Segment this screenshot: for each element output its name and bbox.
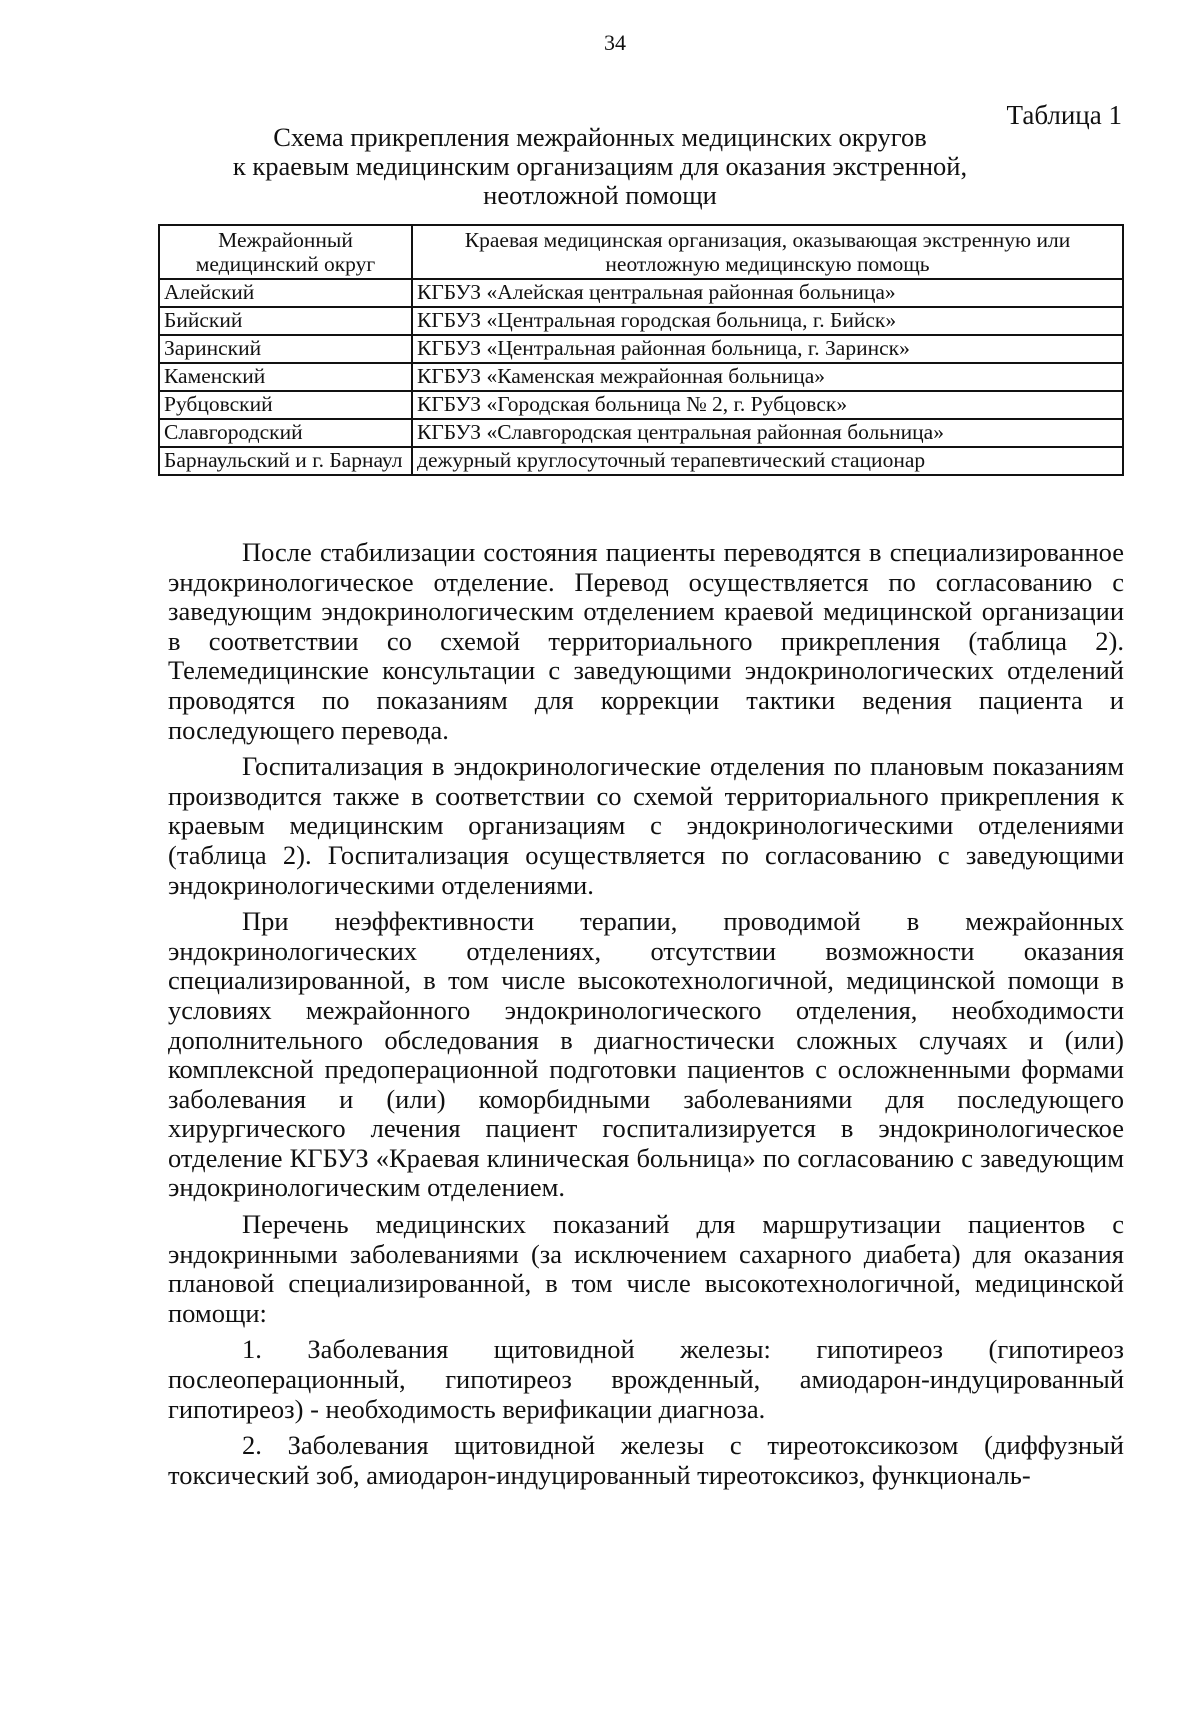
paragraph: Перечень медицинских показаний для маршрутизации пациентов с эндокринными заболеваниями (за исключением сахарного диабета) для оказания плановой специализированной, в том числе высокотехнологичной, медицинской помощи: [168,1209,1124,1328]
table-title-line: неотложной помощи [483,180,717,210]
district-cell: Заринский [159,335,412,363]
table-row [159,419,1123,447]
organization-cell: КГБУЗ «Центральная районная больница, г. Заринск» [412,335,1123,363]
table-row [159,279,1123,307]
table-row [159,447,1123,475]
table-title [160,123,1040,210]
paragraph: При неэффективности терапии, проводимой в межрайонных эндокринологических отделениях, отсутствии возможности оказания специализированной, в том числе высокотехнологичной, медицинской помощи в условиях межрайонного эндокринологического отделения, необходимости дополнительного обследования в диагностически сложных случаях и (или) комплексной предоперационной подготовки пациентов с осложненными формами заболевания и (или) коморбидными заболеваниями для последующего хирургического лечения пациент госпитализируется в эндокринологическое отделение КГБУЗ «Краевая клиническая больница» по согласованию с заведующим эндокринологическим отделением. [168,906,1124,1203]
table-title-line: Схема прикрепления межрайонных медицинских округов [273,122,927,152]
organization-cell: КГБУЗ «Центральная городская больница, г. Бийск» [412,307,1123,335]
organization-cell: КГБУЗ «Алейская центральная районная больница» [412,279,1123,307]
list-item: 1. Заболевания щитовидной железы: гипотиреоз (гипотиреоз послеоперационный, гипотиреоз врожденный, амиодарон-индуцированный гипотиреоз) - необходимость верификации диагноза. [168,1334,1124,1424]
district-cell: Рубцовский [159,391,412,419]
organization-cell: дежурный круглосуточный терапевтический стационар [412,447,1123,475]
body-text [168,538,1124,1497]
table-row [159,307,1123,335]
organization-cell: КГБУЗ «Славгородская центральная районная больница» [412,419,1123,447]
page-number: 34 [604,30,626,55]
header-district: Межрайонный медицинский округ [159,225,412,279]
district-cell: Славгородский [159,419,412,447]
table-row [159,363,1123,391]
table-row [159,335,1123,363]
list-item: 2. Заболевания щитовидной железы с тиреотоксикозом (диффузный токсический зоб, амиодарон-индуцированный тиреотоксикоз, функциональ- [168,1430,1124,1490]
paragraph: После стабилизации состояния пациенты переводятся в специализированное эндокринологическое отделение. Перевод осуществляется по согласованию с заведующим эндокринологическим отделением краевой медицинской организации в соответствии со схемой территориального прикрепления (таблица 2). Телемедицинские консультации с заведующими эндокринологических отделений проводятся по показаниям для коррекции тактики ведения пациента и последующего перевода. [168,537,1124,745]
table-header-row [159,225,1123,279]
table-label: Таблица 1 [1006,100,1122,130]
header-organization: Краевая медицинская организация, оказывающая экстренную или неотложную медицинскую помощь [412,225,1123,279]
routing-table [158,224,1124,476]
organization-cell: КГБУЗ «Каменская межрайонная больница» [412,363,1123,391]
district-cell: Каменский [159,363,412,391]
district-cell: Барнаульский и г. Барнаул [159,447,412,475]
table-title-line: к краевым медицинским организациям для оказания экстренной, [232,151,968,181]
organization-cell: КГБУЗ «Городская больница № 2, г. Рубцовск» [412,391,1123,419]
district-cell: Бийский [159,307,412,335]
paragraph: Госпитализация в эндокринологические отделения по плановым показаниям производится также в соответствии со схемой территориального прикрепления к краевым медицинским организациям с эндокринологическими отделениями (таблица 2). Госпитализация осуществляется по согласованию с заведующими эндокринологическими отделениями. [168,751,1124,900]
district-cell: Алейский [159,279,412,307]
table-row [159,391,1123,419]
